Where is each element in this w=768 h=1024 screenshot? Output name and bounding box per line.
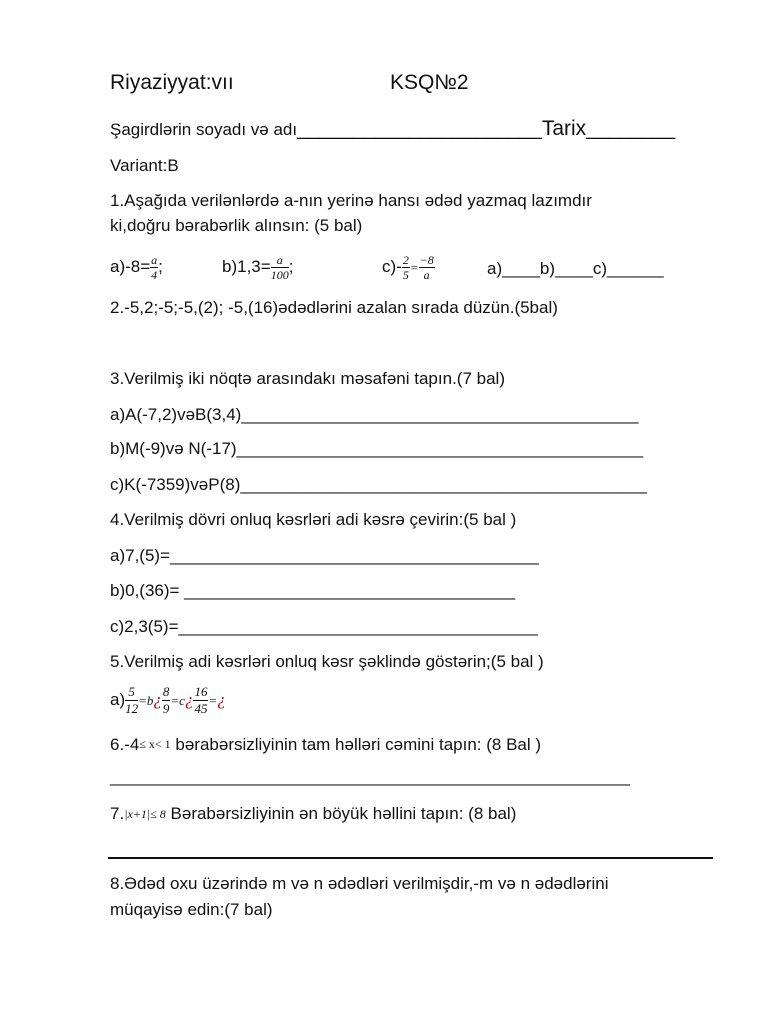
q5-invalid-char2: ¿ [184,689,194,709]
q4-b[interactable]: b)0,(36)= ___________________________________ [110,581,516,600]
date-blank[interactable]: ________ [586,118,676,140]
q1-c-fraction2: $\frac{-8}{a}$ [419,253,434,282]
q5-fraction3: $\frac{16}{45}$ [194,684,208,716]
q3-c[interactable]: c)K(-7359)vəP(8)___________________________________________ [110,475,647,494]
test-number: KSQ№2 [390,71,469,94]
q1-a-fraction: $\frac{a}{4}$ [151,253,158,282]
q5-prefix: a) [110,689,126,709]
q6-prefix: 6.-4 [110,735,140,754]
student-name-blank[interactable]: ______________________ [297,118,542,140]
q6-inequality: ≤ x< 1 [139,737,171,751]
q4-text: 4.Verilmiş dövri onluq kəsrləri adi kəsrə çevirin:(5 bal ) [110,510,517,529]
q3-a[interactable]: a)A(-7,2)vəB(3,4)__________________________________________ [110,405,639,424]
q1-text-line1: 1.Aşağıda verilənlərdə a-nın yerinə hansı ədəd yazmaq lazımdır [110,191,592,210]
q5-fraction2: $\frac{8}{9}$ [162,684,170,716]
variant: Variant:B [110,156,179,175]
q4-a[interactable]: a)7,(5)=_______________________________________ [110,546,539,565]
q1-answer-blanks[interactable]: a)____b)____c)______ [487,259,664,278]
q3-text: 3.Verilmiş iki nöqtə arasındakı məsafəni tapın.(7 bal) [110,369,505,388]
q8-text-line2: müqayisə edin:(7 bal) [110,900,273,919]
q3-b[interactable]: b)M(-9)və N(-17)___________________________________________ [110,439,644,458]
q1-a-prefix: a)-8= [110,256,151,276]
date-label: Tarix [541,117,587,140]
q1-c-fraction1: $\frac{2}{5}$ [402,253,409,282]
q5-equations: a) $\frac{5}{12}$ =b¿ $\frac{8}{9}$ =c¿ $\frac{16}{45}$ =¿ [110,684,226,716]
q1-b: b)1,3= $\frac{a}{100}$ ; [222,253,294,282]
q1-c: c)- $\frac{2}{5}$ = $\frac{-8}{a}$ [382,253,434,282]
q6-text: bərabərsizliyinin tam həlləri cəmini tapın: (8 Bal ) [170,735,542,754]
q7-inequality: |x+1|≤ 8 [124,807,166,821]
q1-b-prefix: b)1,3= [222,256,271,276]
student-name-label: Şagirdlərin soyadı və adı [110,120,298,139]
student-name-row [110,118,675,141]
q1-c-prefix: c)- [382,256,402,276]
subject-title: Riyaziyyat:vıı [110,71,234,94]
q6-answer-blank[interactable]: _______________________________________________________ [110,767,631,786]
q4-c[interactable]: c)2,3(5)=______________________________________ [110,617,538,636]
q5-fraction1: $\frac{5}{12}$ [125,684,139,716]
q1-text-line2: ki,doğru bərabərlik alınsın: (5 bal) [110,216,363,235]
q1-b-fraction: $\frac{a}{100}$ [270,253,289,282]
q5-invalid-char3: ¿ [217,689,226,709]
q7-prefix: 7. [110,804,125,823]
q6-row [110,733,541,756]
q2-text: 2.-5,2;-5;-5,(2); -5,(16)ədədlərini azalan sırada düzün.(5bal) [110,298,558,317]
q7-answer-line[interactable] [108,857,713,859]
q5-invalid-char1: ¿ [153,689,162,709]
q7-text: Bərabərsizliyinin ən böyük həllini tapın: (8 bal) [165,804,517,823]
q1-equations: a)-8= $\frac{a}{4}$ ; [110,253,163,282]
q7-row [110,803,516,825]
q8-text-line1: 8.Ədəd oxu üzərində m və n ədədləri verilmişdir,-m və n ədədlərini [110,874,609,893]
q5-text: 5.Verilmiş adi kəsrləri onluq kəsr şəklində göstərin;(5 bal ) [110,652,544,671]
